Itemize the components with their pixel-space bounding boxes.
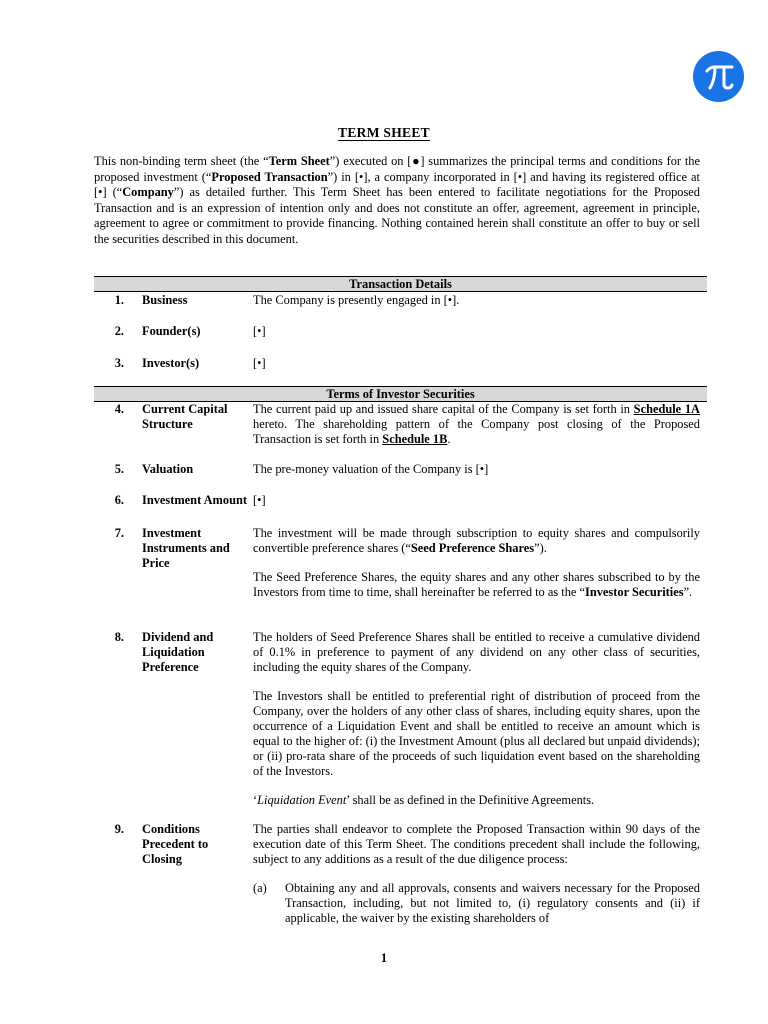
term-number: 4.	[114, 402, 124, 416]
term-label: Investor(s)	[142, 356, 200, 370]
list-marker: (a)	[253, 881, 267, 895]
term-label: Current Capital Structure	[142, 402, 228, 431]
term-label: Valuation	[142, 462, 194, 476]
schedule-1a-reference: Schedule 1A	[633, 402, 700, 416]
section-header-terms-investor-securities: Terms of Investor Securities	[94, 386, 707, 402]
term-number: 5.	[114, 462, 124, 476]
pi-logo	[693, 51, 744, 102]
term-number: 3.	[114, 356, 124, 370]
schedule-1b-reference: Schedule 1B	[382, 432, 448, 446]
term-text: [•]	[253, 356, 266, 370]
term-number: 7.	[114, 526, 124, 540]
term-text: [•]	[253, 324, 266, 338]
term-text: [•]	[253, 493, 266, 507]
term-text: The investment will be made through subscription to equity shares and compulsorily convertible preference shares (“Seed Preference Shares”). The Seed Preference Shares, the equity shares and any other shares subscribed to by the Investors from time to time, shall hereinafter be referred to as the “Investor Securities”.	[253, 526, 700, 599]
term-number: 9.	[114, 822, 124, 836]
term-label: Business	[142, 293, 188, 307]
term-text: The holders of Seed Preference Shares shall be entitled to receive a cumulative dividend of 0.1% in preference to payment of any dividend on any other class of securities, including the equity shares of the Company. The Investors shall be entitled to preferential right of distribution of proceed from the Company, over the holders of any other class of shares, including equity shares, upon the occurrence of a Liquidation Event and shall be entitled to receive an amount which is equal to the higher of: (i) the Investment Amount (plus all declared but unpaid dividends); or (ii) pro-rata share of the proceeds of such liquidation event based on the shareholding of the Investors. ‘Liquidation Event’ shall be as defined in the Definitive Agreements.	[253, 630, 700, 807]
term-label: Dividend and Liquidation Preference	[142, 630, 214, 674]
term-text: The current paid up and issued share capital of the Company is set forth in Schedule 1A hereto. The shareholding pattern of the Company post closing of the Proposed Transaction is set forth in Schedule 1B.	[253, 402, 700, 446]
condition-text: Obtaining any and all approvals, consents and waivers necessary for the Proposed Transaction, including, but not limited to, (i) regulatory consents and (ii) if applicable, the waiver by the existing shareholders of	[285, 881, 700, 925]
term-text: The Company is presently engaged in [•].	[253, 293, 460, 307]
term-number: 1.	[114, 293, 124, 307]
term-label: Founder(s)	[142, 324, 201, 338]
term-label: Conditions Precedent to Closing	[142, 822, 209, 866]
term-label: Investment Instruments and Price	[142, 526, 230, 570]
condition-item-a	[253, 881, 700, 926]
section-header-transaction-details: Transaction Details	[94, 276, 707, 292]
page-number: 1	[380, 951, 388, 965]
term-text: The parties shall endeavor to complete the Proposed Transaction within 90 days of the execution date of this Term Sheet. The conditions precedent shall include the following, subject to any additions as a result of the due diligence process: (a) Obtaining any and all approvals, consents and waivers necessary for the Proposed Transaction, including, but not limited to, (i) regulatory consents and (ii) if applicable, the waiver by the existing shareholders of	[253, 822, 700, 925]
intro-paragraph: This non-binding term sheet (the “Term Sheet”) executed on [●] summarizes the principal terms and conditions for the proposed investment (“Proposed Transaction”) in [•], a company incorporated in [•] and having its registered office at [•] (“Company”) as detailed further. This Term Sheet has been entered to facilitate negotiations for the Proposed Transaction and is an expression of intention only and does not constitute an offer, agreement, agreement in principle, agreement to agree or commitment to provide financing. Nothing contained herein shall constitute an offer to buy or sell the securities described in this document.	[94, 154, 700, 246]
term-label: Investment Amount	[142, 493, 247, 507]
term-number: 8.	[114, 630, 124, 644]
document-title: TERM SHEET	[338, 125, 430, 140]
term-number: 2.	[114, 324, 124, 338]
term-number: 6.	[114, 493, 124, 507]
term-text: The pre-money valuation of the Company is [•]	[253, 462, 489, 476]
pi-icon	[702, 60, 736, 94]
